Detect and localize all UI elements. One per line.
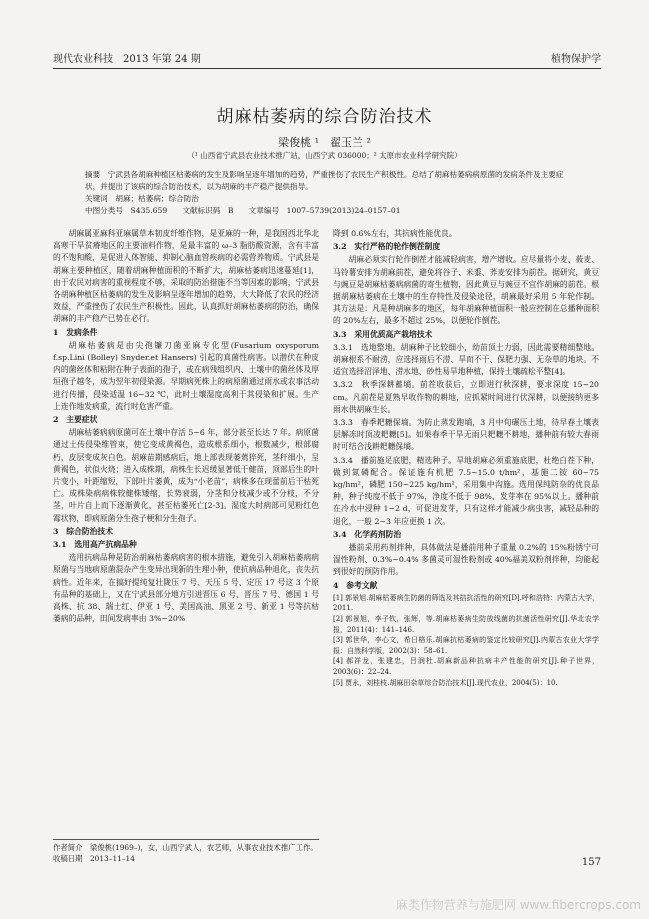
abstract-text: 摘要 宁武县各胡麻种植区枯萎病的发生及影响呈逐年增加的趋势，严重挫伤了农民生产积极性。总结了胡麻枯萎病病原菌的发病条件及主要症状，并提出了该病的综合防治技术，以为胡麻的丰产稳产提供指导。 [85, 170, 564, 191]
section-heading: 3 综合防治技术 [53, 526, 114, 536]
page-number: 157 [581, 857, 601, 868]
section-heading: 1 发病条件 [53, 327, 98, 337]
header-rule [53, 68, 601, 69]
reference-item: [5] 贾永，刘桂枝.胡麻田杂草综合防治技术[J].现代农业，2004(5)：10. [333, 678, 558, 687]
paragraph: 胡麻必须实行轮作倒茬才能减轻病害，增产增收。应尽量将小麦、莜麦、马铃薯安排为胡麻前茬，避免将谷子、米黍、荞麦安排为前茬。据研究，黄豆与豌豆是胡麻枯萎病病菌的寄生植物，因此黄豆与豌豆不宜作胡麻的前茬。根据胡麻枯萎病在土壤中的生存特性及侵染途径，胡麻最好采用 5 年轮作制。其方法是：凡是种胡麻多的地区，每年胡麻种植面积一般应控制在总播种面积的 20%左右，最多不超过 25%，以便轮作倒茬。 [333, 255, 599, 326]
paragraph: 播前采用药剂拌种，具体做法是播前用种子重量 0.2%的 15%粉锈宁可湿性粉剂、0.3%~0.4% 多菌灵可湿性粉剂或 40%福美双粉剂拌种，均能起到很好的预防作用。 [333, 543, 599, 577]
paragraph: 选用抗病品种是防治胡麻枯萎病病害的根本措施，避免引入胡麻枯萎病病原菌与当地病原菌混杂产生变异出现新的生理小种，使抗病品种退化，丧失抗病性。近年来，在搞好提纯复壮陇压 7 号、天压 5 号、定压 17 号这 3 个原有品种的基础上，又在宁武县部分地方引进晋压 6 号、晋压 7 号、德国 1 号高株、抗 38、瑞士红、伊亚 1 号、美国高油、黑亚 2 号、新亚 1 号等抗枯萎病的品种，田间发病率由 3%~20% [53, 553, 319, 624]
paragraph: 3.3.1 选地整地。胡麻种子比较细小，幼苗顶土力弱，因此需要精细整地。胡麻根系不耐涝，应选择雨后不涝、旱而不干、保肥力强、无杂草的地块。不适宜选择沼泽地、涝水地、砂性易旱地种植，保持土壤疏松平整[4]。 [333, 342, 599, 377]
journal-name: 现代农业科技 2013 年第 24 期 [53, 54, 201, 65]
classification-line: 中图分类号 S435.659 文献标识码 B 文章编号 1007–5739(2013)24–0157–01 [85, 206, 401, 215]
subsection-heading: 3.4 化学药剂防治 [333, 529, 402, 539]
subsection-heading: 3.3 采用优质高产栽培技术 [333, 329, 433, 339]
paragraph: 胡麻枯萎病病原菌可在土壤中存活 5~6 年，部分甚至长达 7 年。病原菌通过土传侵染维管束，使它变成黄褐色，造成根系细小，根数减少，根部腐朽，皮层变成灰白色。胡麻苗期感病后，地上部表现萎蔫猝死，茎秆细小，呈黄褐色，状似火烧；进入成株期，病株生长迟缓显著低于健苗，顶部后生的叶片变小，叶距缩短，下部叶片萎黄，成为“小老苗”，病株多在现蕾前后干枯死亡。成株染病病株较健株矮缩，长势衰弱，分茎和分枝减少或不分枝，不分茎，叶片自上而下逐渐黄化，甚至枯萎死亡[2-3]。湿度大时病部可见粉红色霉状物，即病原菌分生孢子梗和分生孢子。 [53, 428, 319, 523]
article-title: 胡麻枯萎病的综合防治技术 [216, 107, 433, 127]
left-column [53, 228, 319, 627]
watermark: 麻类作物营养与施肥网 www.fibercrops.com [395, 898, 641, 912]
subsection-heading: 3.2 实行严格的轮作倒茬制度 [333, 242, 441, 252]
reference-list [333, 593, 599, 688]
reference-item: [2] 郭景旭，李子钦，张辉，等.胡麻枯萎病生防放线菌的抗菌活性研究[J].华北农学报，2011(4)：141–146. [333, 615, 599, 634]
paragraph: 胡麻枯萎病是由尖孢镰刀菌亚麻专化型(Fusarium oxysporum f.sp.Lini (Bolley) Snyder.et Hansers) 引起的真菌性病害。以潜伏在种皮内的菌丝体和粘附在种子表面的孢子，或在病残组织内、土壤中的菌丝体及厚垣孢子越冬，成为翌年初侵染源。早期病死株上的病原菌通过雨水或农事活动进行传播，侵染适温 16~32 ℃，此时土壤湿度高利于其侵染和扩展。生产上连作地发病重，流行时危害严重。 [53, 340, 319, 411]
affiliation: （¹ 山西省宁武县农业技术推广站，山西宁武 036000；² 太原市农业科学研究院） [187, 151, 462, 160]
abstract-block [85, 169, 569, 217]
right-column [333, 228, 599, 688]
reference-item: [1] 郭景旭.胡麻枯萎病生防菌的筛选及其拮抗活性的研究[D].呼和浩特：内蒙古大学，2011. [333, 593, 599, 613]
intro-paragraph: 胡麻属亚麻科亚麻属草本韧皮纤维作物，是亚麻的一种，是我国西北华北高寒干旱贫瘠地区的主要油料作物，是最丰富的 ω–3 脂肪酸资源，含有丰富的不饱和酸，是促进人体智能、抑制心脑血管疾病的必需营养物质。宁武县是胡麻主要种植区，随着胡麻种植面积的不断扩大，胡麻枯萎病迅速蔓延[1]，由于农民对病害的重视程度不够，采取的防治措施不当等因素的影响，宁武县各胡麻种植区枯萎病的发生及影响呈逐年增加的趋势，大大降低了农民的经济效益，严重挫伤了农民生产积极性。因此，认真抓好胡麻枯萎病的防治，确保胡麻的丰产稳产已势在必行。 [53, 229, 319, 324]
paragraph: 3.3.4 播前施足底肥，精选种子。旱地胡麻必须重施底肥，杜绝白茬下种，做到氮磷配合。保证施有机肥 7.5~15.0 t/hm²，基施二铵 60~75 kg/hm²，磷肥 150~225 kg/hm²，采用集中沟施。选用保纯防杂的优良品种，种子纯度不低于 97%，净度不低于 98%，发芽率在 95%以上。播种前在冷水中浸种 1~2 d，可促进发芽，只有这样才能减少病虫害，减轻品种的退化，一般 2~3 年应更换 1 次。 [333, 455, 599, 526]
section-heading: 2 主要症状 [53, 415, 98, 425]
paragraph: 3.3.2 秋季深耕蓄墒。前茬收获后，立即进行秋深耕，要求深度 15~20 cm。凡前茬是夏熟早收作物的耕地，应抓紧时间进行伏深耕，以便接纳更多雨水供胡麻生长。 [333, 380, 599, 414]
keywords: 关键词 胡麻；枯萎病；综合防治 [85, 194, 199, 203]
authors: 梁俊桃 ¹ 翟玉兰 ² [278, 136, 371, 149]
paragraph: 3.3.3 春季耙耱保墒。为防止蒸发跑墒，3 月中旬碾压土地，待早春土壤表层解冻时顶凌耙耱[5]。如果春季干旱无雨只耙耱不耕地，播种前有较大春雨时可结合浅耕耙耱保墒。 [333, 418, 599, 452]
section-name: 植物保护学 [551, 54, 601, 65]
reference-item: [4] 郝祥龙，张建忠，吕润杜.胡麻新品种抗病丰产性能的研究[J].种子世界，2003(6)：22–24. [333, 657, 599, 677]
section-heading: 4 参考文献 [333, 580, 378, 590]
author-bio: 作者简介 梁俊桃(1969–)，女，山西宁武人，农艺师，从事农业技术推广工作。 [53, 843, 318, 852]
paragraph: 降到 0.6%左右，其抗病性能优良。 [333, 229, 457, 238]
running-header [53, 50, 601, 68]
reference-item: [3] 郭世华，李心文，希日格乐.胡麻抗枯萎病的鉴定比较研究[J].内蒙古农业大学学报：自然科学版，2002(3)：58–61. [333, 636, 599, 655]
footnote [53, 839, 319, 864]
received-date: 收稿日期 2013–11–14 [53, 854, 135, 863]
subsection-heading: 3.1 选用高产抗病品种 [53, 540, 137, 550]
